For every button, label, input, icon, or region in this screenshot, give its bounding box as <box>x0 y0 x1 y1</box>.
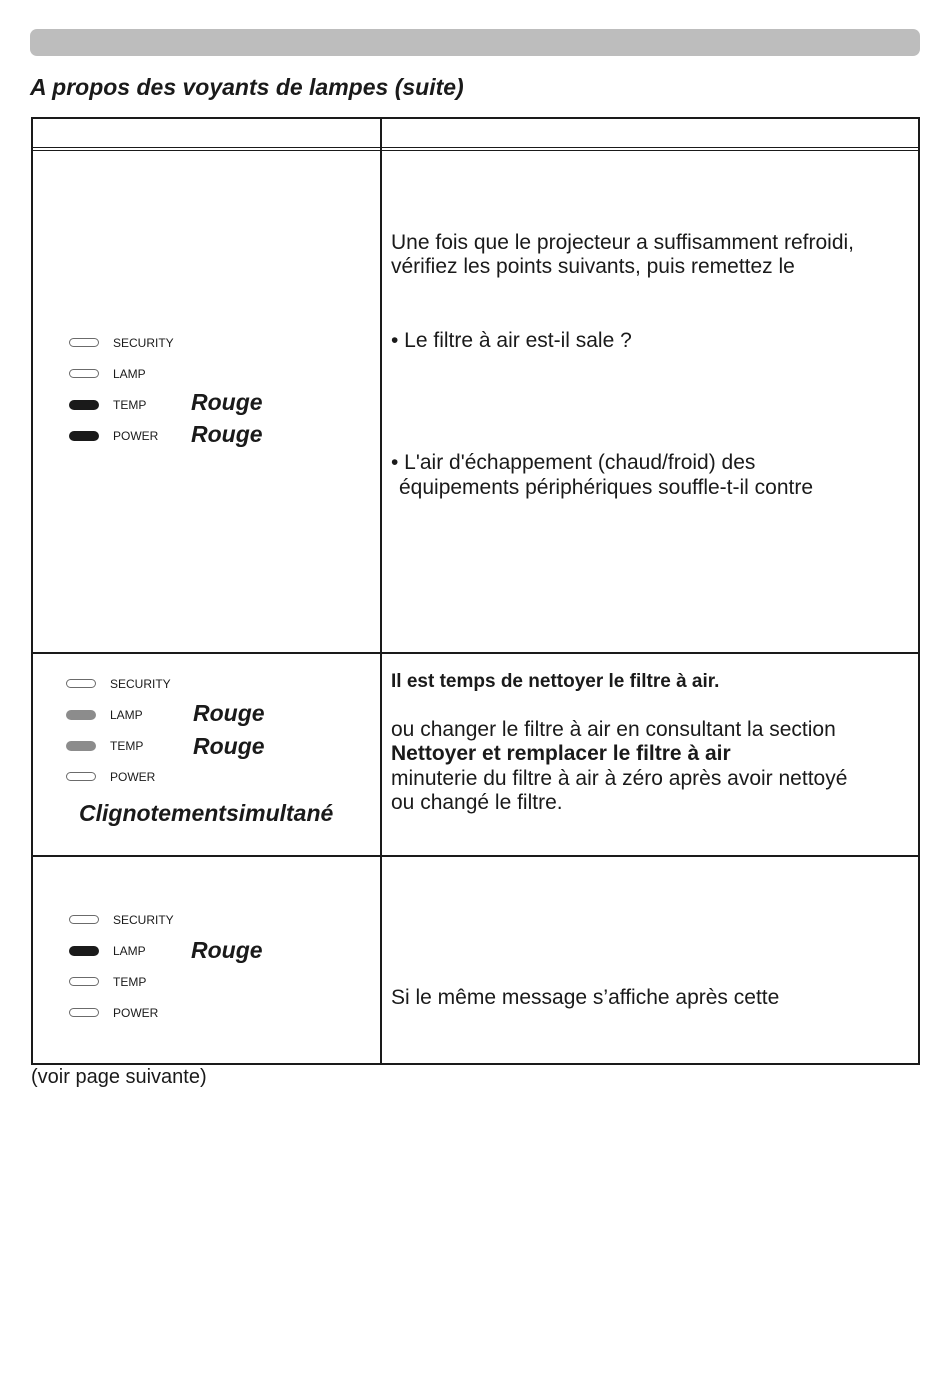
lamp-color-label: Rouge <box>193 700 265 726</box>
row1-bullet2-line2: équipements périphériques souffle-t-il contre <box>399 476 814 499</box>
temp-color-label: Rouge <box>193 733 265 759</box>
row2-heading: Il est temps de nettoyer le filtre à air. <box>391 671 720 692</box>
security-lamp-icon <box>69 338 99 347</box>
row2-text-line3: minuterie du filtre à air à zéro après avoir nettoyé <box>391 767 848 790</box>
row2-text-line1: ou changer le filtre à air en consultant la section <box>391 718 836 741</box>
lamp-label: LAMP <box>113 944 146 958</box>
power-lamp-icon <box>69 1008 99 1017</box>
lamp-label: LAMP <box>110 708 143 722</box>
header-row-divider <box>33 147 918 148</box>
power-label: POWER <box>113 1006 159 1020</box>
security-label: SECURITY <box>110 677 171 691</box>
lamp-color-label: Rouge <box>191 937 263 963</box>
header-bar <box>30 29 920 56</box>
temp-label: TEMP <box>110 739 144 753</box>
power-lamp-icon <box>69 431 99 441</box>
row2-text-line2: Nettoyer et remplacer le filtre à air <box>391 742 731 765</box>
lamp-lamp-icon <box>69 369 99 378</box>
temp-label: TEMP <box>113 398 147 412</box>
header-row-divider-double <box>33 150 918 151</box>
security-lamp-icon <box>66 679 96 688</box>
power-lamp-icon <box>66 772 96 781</box>
row1-text-line1: Une fois que le projecteur a suffisamment refroidi, <box>391 231 855 254</box>
lamp-lamp-icon <box>69 946 99 956</box>
temp-lamp-icon <box>69 400 99 410</box>
blink-note: Clignotementsimultané <box>79 800 334 826</box>
lamp-lamp-icon <box>66 710 96 720</box>
row-divider <box>33 652 918 654</box>
continued-note: (voir page suivante) <box>31 1066 207 1088</box>
row1-bullet2-line1: • L'air d'échappement (chaud/froid) des <box>391 451 756 474</box>
power-color-label: Rouge <box>191 421 263 447</box>
temp-label: TEMP <box>113 975 147 989</box>
column-divider <box>380 119 382 1063</box>
power-label: POWER <box>110 770 156 784</box>
page-title: A propos des voyants de lampes (suite) <box>30 74 464 100</box>
temp-lamp-icon <box>66 741 96 751</box>
row1-text-line2: vérifiez les points suivants, puis remettez le <box>391 255 795 278</box>
temp-color-label: Rouge <box>191 389 263 415</box>
row2-text-line4: ou changé le filtre. <box>391 791 563 814</box>
row3-text-line1: Si le même message s’affiche après cette <box>391 986 780 1009</box>
row1-bullet1: • Le filtre à air est-il sale ? <box>391 329 632 352</box>
security-label: SECURITY <box>113 913 174 927</box>
lamp-label: LAMP <box>113 367 146 381</box>
power-label: POWER <box>113 429 159 443</box>
temp-lamp-icon <box>69 977 99 986</box>
row-divider <box>33 855 918 857</box>
security-label: SECURITY <box>113 336 174 350</box>
indicator-table <box>31 117 920 1065</box>
security-lamp-icon <box>69 915 99 924</box>
